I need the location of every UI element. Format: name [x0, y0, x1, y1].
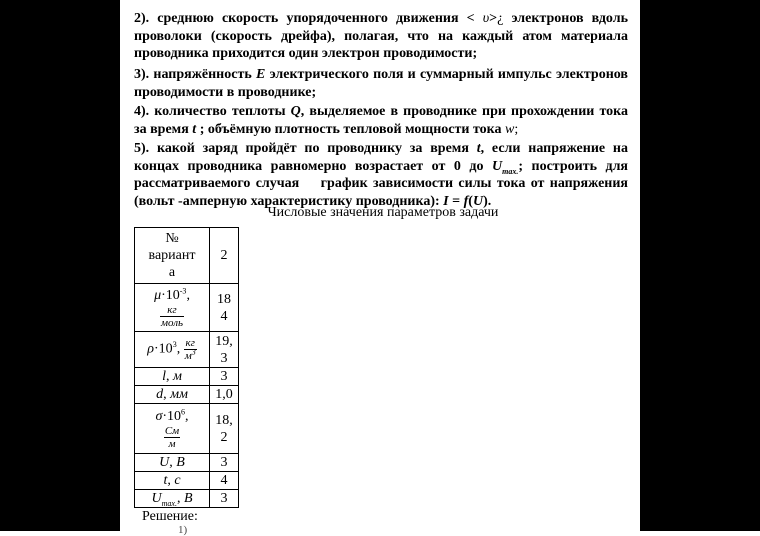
- table-row: [135, 490, 239, 508]
- parameters-table: [134, 227, 239, 508]
- variant-label-cell: № вариант а: [135, 228, 210, 284]
- sigma-value-cell: 18, 2: [210, 404, 239, 454]
- t-label-cell: t, с: [135, 472, 210, 490]
- umax-label-cell: $U_{max.}$, В: [135, 490, 210, 508]
- table-row: [135, 228, 239, 284]
- d-value-cell: 1,0: [210, 386, 239, 404]
- u-label-cell: U, В: [135, 454, 210, 472]
- table-row: [135, 472, 239, 490]
- mu-label-cell: $\mu\cdot 10^{-3}$, $\frac{кг}{\text{моль}}$: [135, 284, 210, 332]
- rho-label-cell: $\rho\cdot 10^3$, $\frac{кг}{м^3}$: [135, 332, 210, 368]
- paragraph-2: 2). среднюю скорость упорядоченного движения < υ>¿ электронов вдоль проволоки (скорость дрейфа), полагая, что на каждый атом материала проводника приходится один электрон проводимости;: [134, 11, 628, 61]
- variant-value-cell: 2: [210, 228, 239, 284]
- solution-step-number: 1): [178, 524, 188, 536]
- table-caption: Числовые значения параметров задачи: [267, 205, 499, 220]
- umax-value-cell: 3: [210, 490, 239, 508]
- t-value-cell: 4: [210, 472, 239, 490]
- u-value-cell: 3: [210, 454, 239, 472]
- solution-label: Решение:: [142, 509, 198, 524]
- table-row: [135, 386, 239, 404]
- right-black-margin: [640, 0, 760, 531]
- document-page: [128, 0, 638, 536]
- d-label-cell: d, мм: [135, 386, 210, 404]
- table-row: [135, 368, 239, 386]
- paragraph-4: 4). количество теплоты Q, выделяемое в проводнике при прохождении тока за время t ; объёмную плотность тепловой мощности тока w;: [134, 104, 628, 137]
- table-row: [135, 284, 239, 332]
- table-row: [135, 404, 239, 454]
- rho-value-cell: 19, 3: [210, 332, 239, 368]
- l-value-cell: 3: [210, 368, 239, 386]
- sigma-label-cell: $\sigma\cdot 10^6$, $\frac{См}{м}$: [135, 404, 210, 454]
- left-black-margin: [0, 0, 120, 531]
- table-row: [135, 332, 239, 368]
- paragraph-5: 5). какой заряд пройдёт по проводнику за время t, если напряжение на концах проводника равномерно возрастает от 0 до $U_{max.}$; построить для рассматриваемого случая график зависимости силы тока от напряжения (вольт -амперную характеристику проводника): I = f(U).: [134, 141, 628, 209]
- mu-value-cell: 18 4: [210, 284, 239, 332]
- l-label-cell: l, м: [135, 368, 210, 386]
- table-row: [135, 454, 239, 472]
- paragraph-3: 3). напряжённость E электрического поля и суммарный импульс электронов проводимости в проводнике;: [134, 67, 628, 100]
